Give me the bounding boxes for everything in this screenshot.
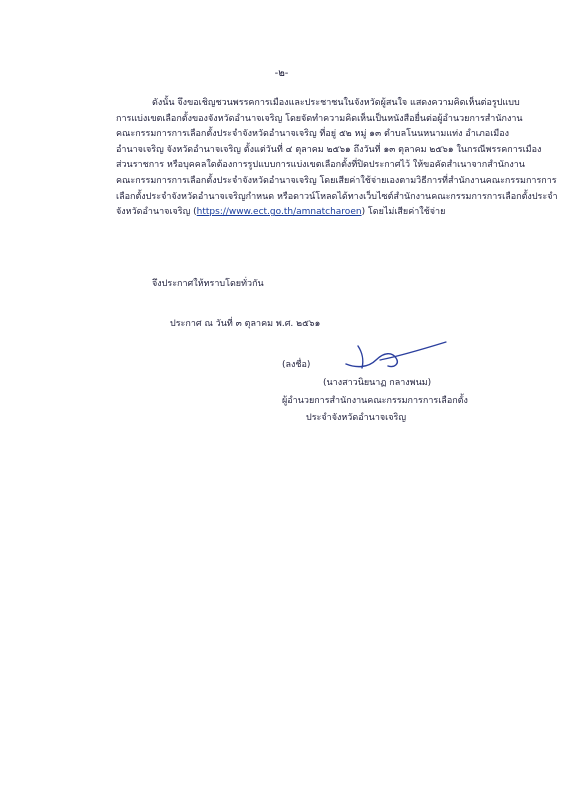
website-link[interactable]: https://www.ect.go.th/amnatcharoen [196, 207, 362, 218]
body-line: ส่วนราชการ หรือบุคคลใดต้องการรูปแบบการแบ่งเขตเลือกตั้งที่ปิดประกาศไว้ ให้ขอคัดสำเนาจากสำนักงาน [116, 160, 525, 171]
signer-title-line1: ผู้อำนวยการสำนักงานคณะกรรมการการเลือกตั้ง [282, 396, 468, 406]
body-line-prefix: จังหวัดอำนาจเจริญ ( [116, 207, 197, 218]
signature-label: (ลงชื่อ) [282, 360, 311, 370]
given-date: ประกาศ ณ วันที่ ๓ ตุลาคม พ.ศ. ๒๕๖๑ [170, 319, 321, 329]
body-line: คณะกรรมการการเลือกตั้งประจำจังหวัดอำนาจเจริญ ที่อยู่ ๕๒ หมู่ ๑๓ ตำบลโนนหนามแท่ง อำเภอเมือง [116, 129, 510, 140]
announcement-text: จึงประกาศให้ทราบโดยทั่วกัน [152, 279, 264, 289]
body-line: การแบ่งเขตเลือกตั้งของจังหวัดอำนาจเจริญ โดยจัดทำความคิดเห็นเป็นหนังสือยื่นต่อผู้อำนวยการสำนักงาน [116, 113, 523, 124]
body-line-last [116, 205, 488, 221]
body-line: คณะกรรมการการเลือกตั้งประจำจังหวัดอำนาจเจริญ โดยเสียค่าใช้จ่ายเองตามวิธีการที่สำนักงานคณะกรรมการการ [116, 175, 557, 186]
signer-title-line2: ประจำจังหวัดอำนาจเจริญ [306, 413, 406, 423]
body-line: อำนาจเจริญ จังหวัดอำนาจเจริญ ตั้งแต่วันที่ ๔ ตุลาคม ๒๕๖๑ ถึงวันที่ ๑๓ ตุลาคม ๒๕๖๑ ในกรณีพรรคการเมือง [116, 144, 542, 155]
body-line: ดังนั้น จึงขอเชิญชวนพรรคการเมืองและประชาชนในจังหวัดผู้สนใจ แสดงความคิดเห็นต่อรูปแบบ [152, 98, 520, 108]
signer-name: (นางสาวนิยนาฏ กลางพนม) [323, 378, 432, 388]
body-paragraph [116, 96, 558, 221]
body-line-suffix: ) โดยไม่เสียค่าใช้จ่าย [361, 207, 446, 218]
page-number: -๒- [274, 68, 289, 79]
handwritten-signature [340, 338, 450, 378]
body-line: เลือกตั้งประจำจังหวัดอำนาจเจริญกำหนด หรือดาวน์โหลดได้ทางเว็บไซต์สำนักงานคณะกรรมการการเลือกตั้งประจำ [116, 191, 558, 202]
